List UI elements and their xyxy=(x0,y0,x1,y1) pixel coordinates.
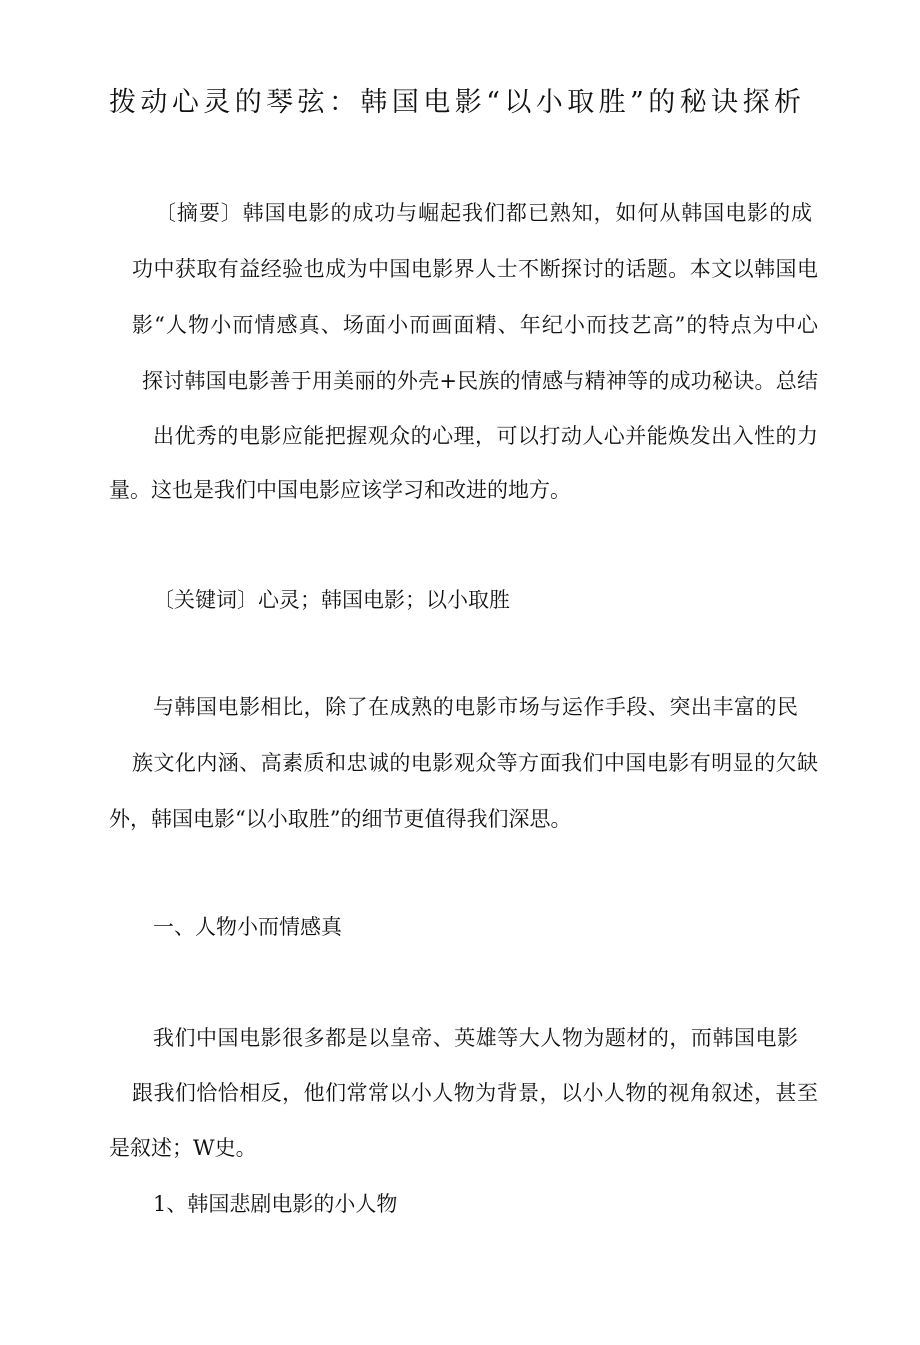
document-title: 拨动心灵的琴弦：韩国电影“以小取胜”的秘诀探析 xyxy=(109,87,801,118)
keywords: 〔关键词〕心灵；韩国电影；以小取胜 xyxy=(153,588,510,612)
abstract-line: 量。这也是我们中国电影应该学习和改进的地方。 xyxy=(109,478,571,502)
subsection-heading: 1、韩国悲剧电影的小人物 xyxy=(153,1192,398,1216)
section-heading: 一、人物小而情感真 xyxy=(153,915,342,939)
section-paragraph-line: 我们中国电影很多都是以皇帝、英雄等大人物为题材的，而韩国电影 xyxy=(153,1026,798,1050)
abstract-line: 功中获取有益经验也成为中国电影界人士不断探讨的话题。本文以韩国电 xyxy=(132,257,818,281)
section-paragraph-line: 跟我们恰恰相反，他们常常以小人物为背景，以小人物的视角叙述，甚至 xyxy=(132,1081,818,1105)
intro-line: 外，韩国电影“以小取胜”的细节更值得我们深思。 xyxy=(109,807,572,831)
section-paragraph-line: 是叙述；W史。 xyxy=(109,1136,257,1160)
intro-line: 与韩国电影相比，除了在成熟的电影市场与运作手段、突出丰富的民 xyxy=(153,695,798,719)
abstract-line: 〔摘要〕韩国电影的成功与崛起我们都已熟知，如何从韩国电影的成 xyxy=(155,201,812,225)
abstract-line: 探讨韩国电影善于用美丽的外壳+民族的情感与精神等的成功秘诀。总结 xyxy=(142,369,818,393)
abstract-line: 影“人物小而情感真、场面小而画面精、年纪小而技艺高”的特点为中心 xyxy=(132,313,818,337)
abstract-line: 出优秀的电影应能把握观众的心理，可以打动人心并能焕发出入性的力 xyxy=(153,424,818,448)
intro-line: 族文化内涵、高素质和忠诚的电影观众等方面我们中国电影有明显的欠缺 xyxy=(132,751,818,775)
